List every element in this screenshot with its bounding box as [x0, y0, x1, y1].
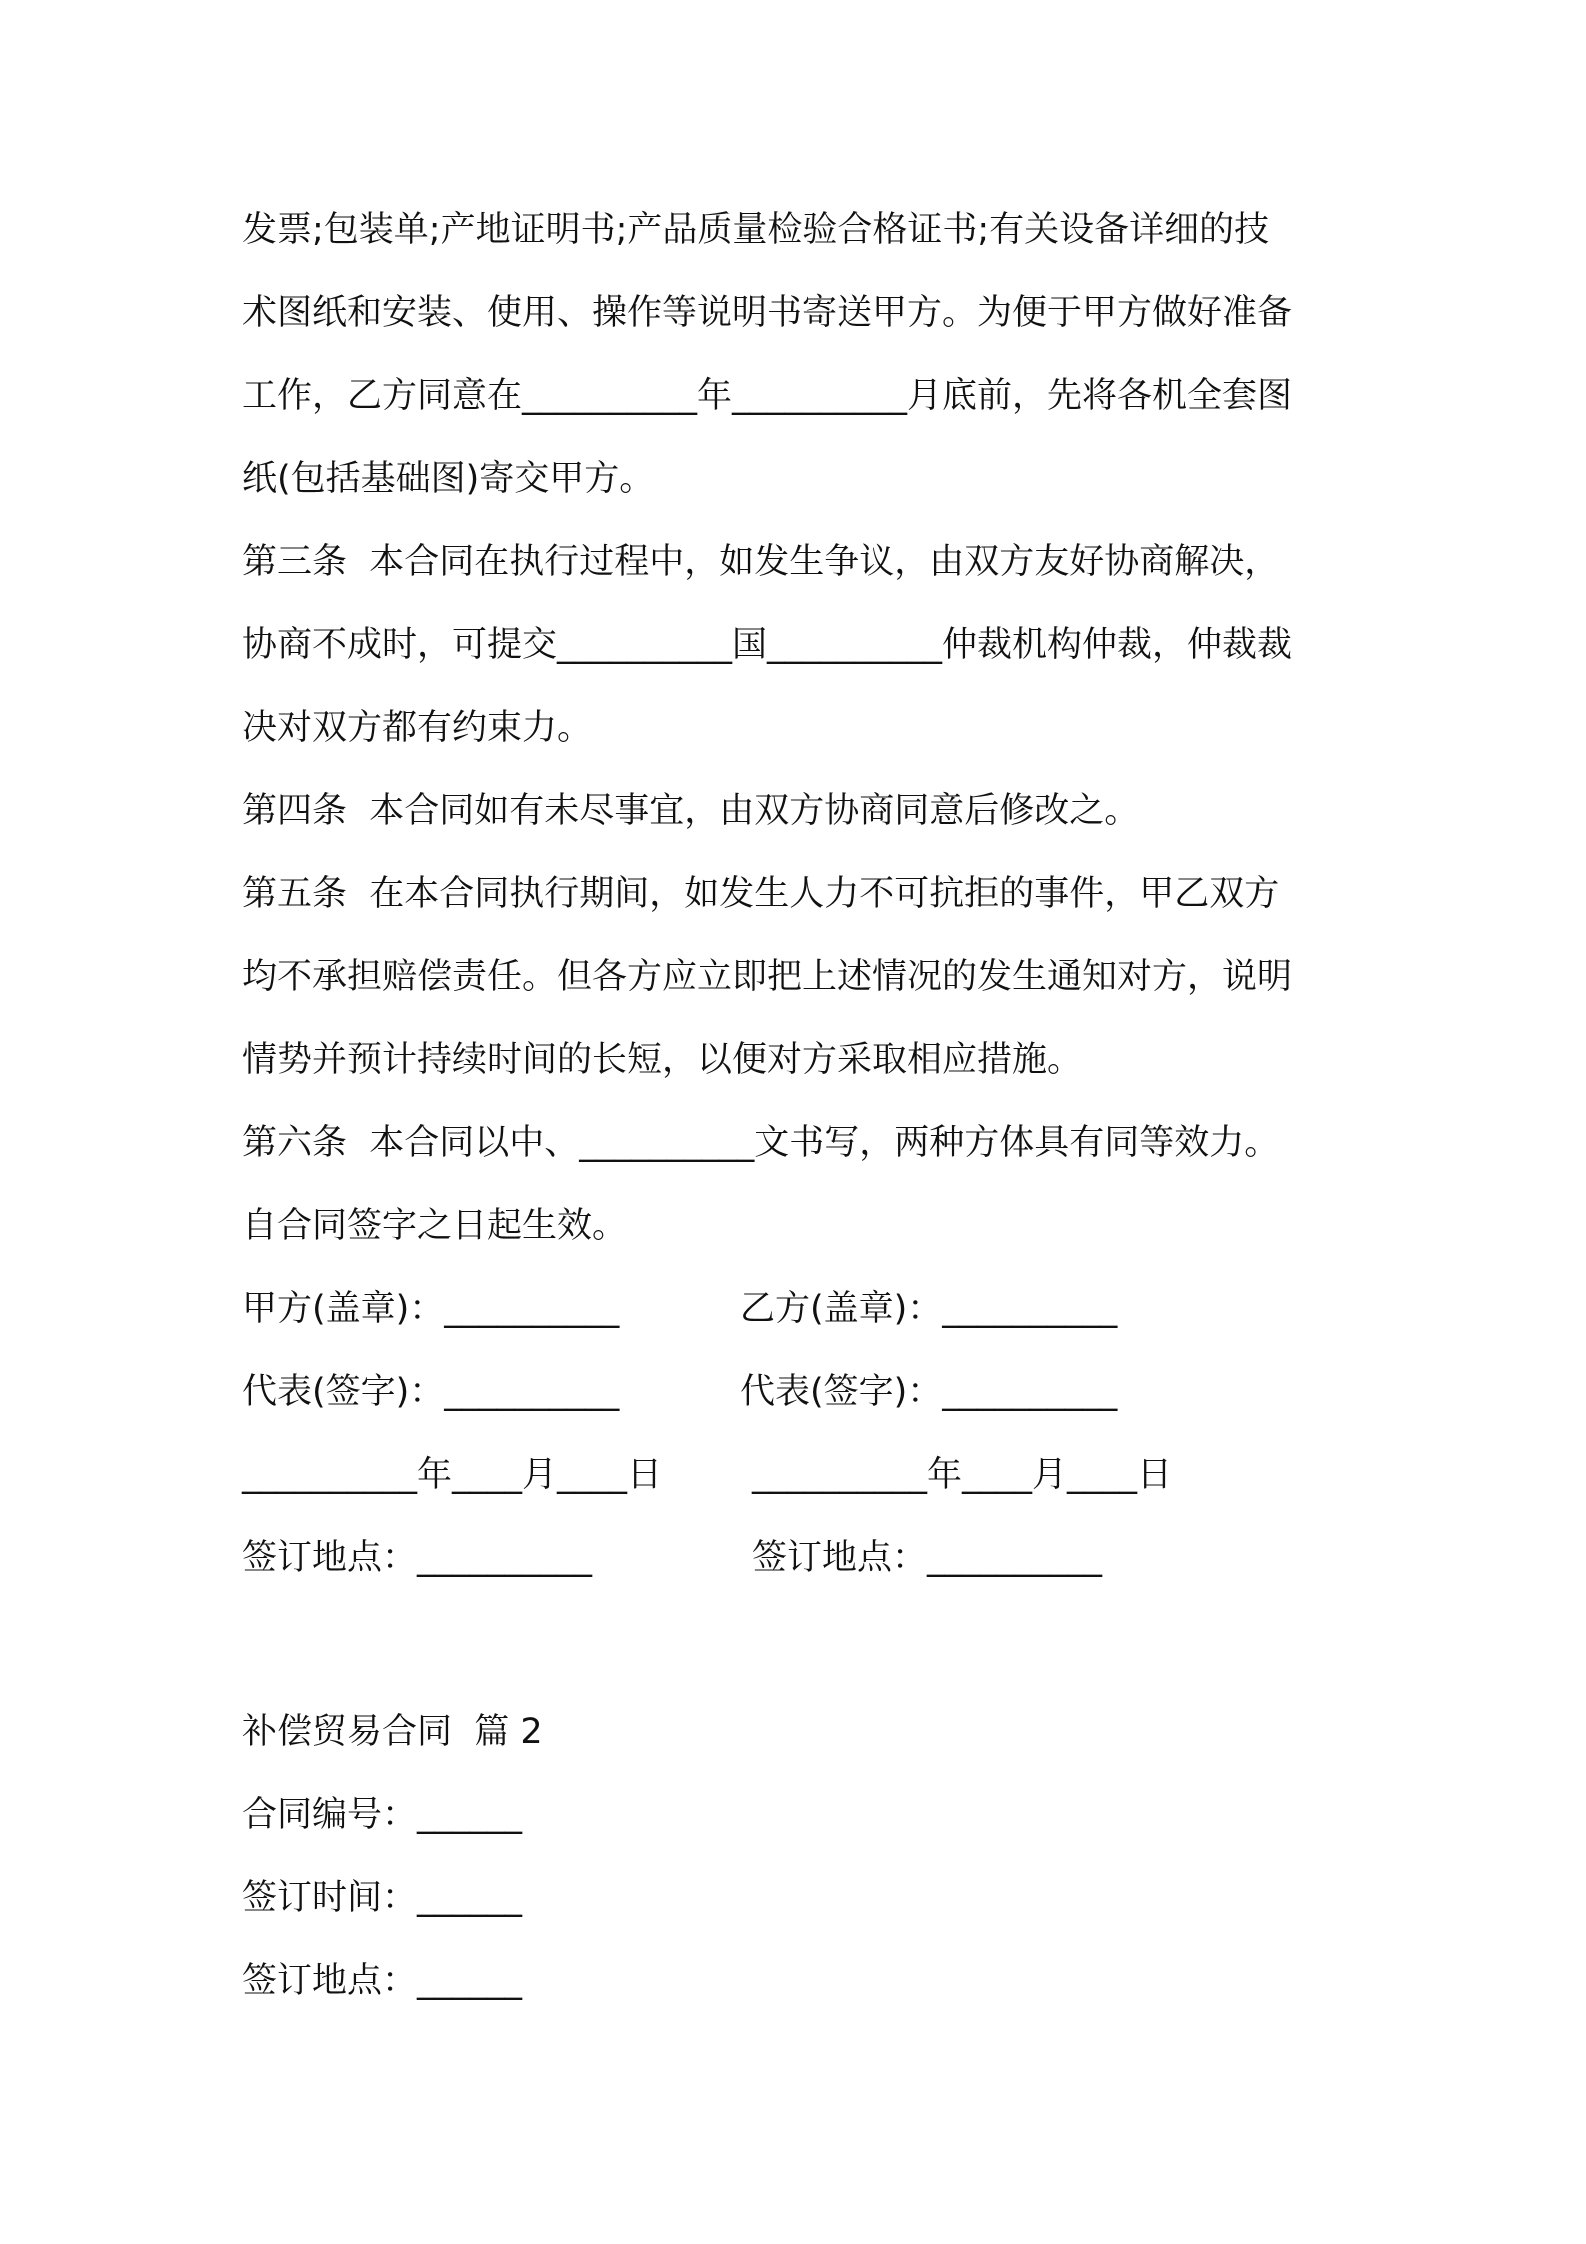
party-b-date: __________年____月____日 — [752, 1455, 1173, 1495]
article-3-line: 协商不成时，可提交__________国__________仲裁机构仲裁，仲裁裁 — [242, 625, 1293, 665]
paragraph-line: 术图纸和安装、使用、操作等说明书寄送甲方。为便于甲方做好准备 — [242, 293, 1293, 333]
article-6-line: 第六条 本合同以中、__________文书写，两种方体具有同等效力。 — [242, 1123, 1280, 1163]
article-3-line: 决对双方都有约束力。 — [242, 708, 593, 748]
party-a-seal: 甲方(盖章)：__________ — [242, 1289, 620, 1329]
article-5-line: 均不承担赔偿责任。但各方应立即把上述情况的发生通知对方，说明 — [242, 957, 1293, 997]
paragraph-line: 发票;包装单;产地证明书;产品质量检验合格证书;有关设备详细的技 — [242, 210, 1270, 250]
article-3-line: 第三条 本合同在执行过程中，如发生争议，由双方友好协商解决， — [242, 542, 1280, 582]
article-6-line: 自合同签字之日起生效。 — [242, 1206, 628, 1246]
article-5-line: 第五条 在本合同执行期间，如发生人力不可抗拒的事件，甲乙双方 — [242, 874, 1280, 914]
party-b-sign-place: 签订地点：__________ — [752, 1538, 1103, 1578]
article-5-line: 情势并预计持续时间的长短，以便对方采取相应措施。 — [242, 1040, 1083, 1080]
paragraph-line: 纸(包括基础图)寄交甲方。 — [242, 459, 655, 499]
party-a-date: __________年____月____日 — [242, 1455, 663, 1495]
contract-number: 合同编号：______ — [242, 1795, 523, 1835]
party-a-sign-place: 签订地点：__________ — [242, 1538, 593, 1578]
sign-time: 签订时间：______ — [242, 1878, 523, 1918]
sign-place: 签订地点：______ — [242, 1961, 523, 2001]
party-b-representative: 代表(签字)：__________ — [740, 1372, 1118, 1412]
section-2-title: 补偿贸易合同 篇 2 — [242, 1712, 543, 1752]
article-4-line: 第四条 本合同如有未尽事宜，由双方协商同意后修改之。 — [242, 791, 1140, 831]
party-b-seal: 乙方(盖章)：__________ — [740, 1289, 1118, 1329]
party-a-representative: 代表(签字)：__________ — [242, 1372, 620, 1412]
paragraph-line: 工作，乙方同意在__________年__________月底前，先将各机全套图 — [242, 376, 1293, 416]
